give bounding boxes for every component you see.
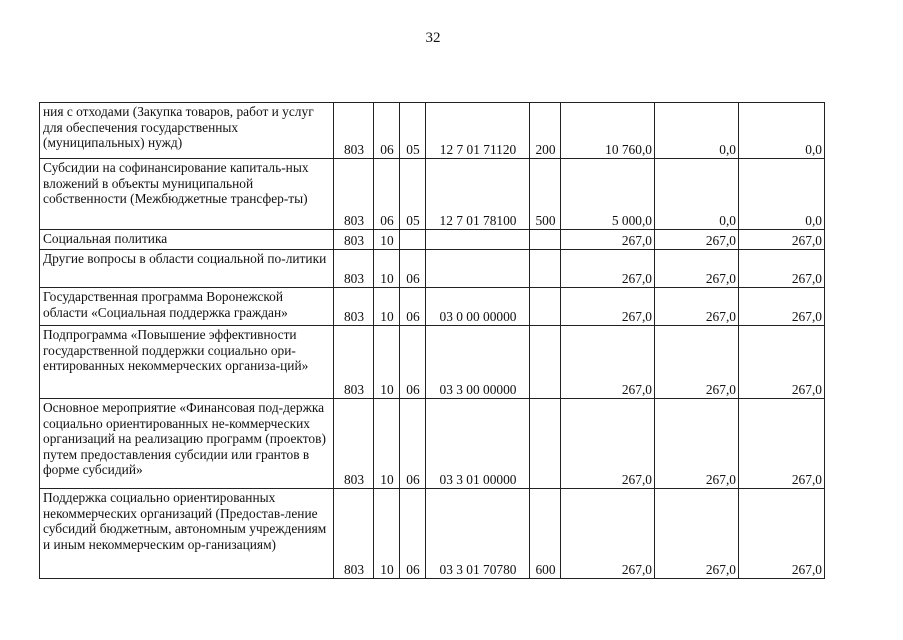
table-row [40, 288, 825, 326]
row-name: ния с отходами (Закупка товаров, работ и услуг для обеспечения государственных (муниципальных) нужд) [40, 103, 334, 159]
row-name: Основное мероприятие «Финансовая под-держка социально ориентированных не-коммерческих организаций на реализацию программ (проектов) путем предоставления субсидии или грантов в форме субсидий» [40, 399, 334, 489]
row-sum-2: 267,0 [655, 288, 739, 326]
row-vr [530, 288, 561, 326]
row-sum-2: 267,0 [655, 326, 739, 399]
row-csr: 12 7 01 78100 [426, 159, 530, 230]
row-grbs: 803 [334, 103, 374, 159]
row-sum-2: 267,0 [655, 250, 739, 288]
row-name: Государственная программа Воронежской области «Социальная поддержка граждан» [40, 288, 334, 326]
row-rz: 10 [374, 230, 400, 250]
row-rz: 10 [374, 250, 400, 288]
row-pr [400, 230, 426, 250]
row-sum-2: 267,0 [655, 230, 739, 250]
row-name: Другие вопросы в области социальной по-литики [40, 250, 334, 288]
row-sum-1: 267,0 [561, 288, 655, 326]
row-name: Подпрограмма «Повышение эффективности государственной поддержки социально ори-ентированных некоммерческих организа-ций» [40, 326, 334, 399]
row-csr: 03 3 00 00000 [426, 326, 530, 399]
row-pr: 06 [400, 399, 426, 489]
row-csr: 03 3 01 70780 [426, 489, 530, 579]
row-sum-1: 267,0 [561, 326, 655, 399]
row-sum-2: 0,0 [655, 159, 739, 230]
row-vr: 200 [530, 103, 561, 159]
row-rz: 10 [374, 288, 400, 326]
row-sum-3: 267,0 [739, 326, 825, 399]
row-grbs: 803 [334, 399, 374, 489]
table-row [40, 103, 825, 159]
table-row [40, 399, 825, 489]
row-csr: 03 3 01 00000 [426, 399, 530, 489]
row-pr: 06 [400, 250, 426, 288]
row-vr: 500 [530, 159, 561, 230]
budget-table [39, 102, 825, 579]
row-csr: 03 0 00 00000 [426, 288, 530, 326]
row-name: Субсидии на софинансирование капиталь-ных вложений в объекты муниципальной собственности (Межбюджетные трансфер-ты) [40, 159, 334, 230]
row-vr [530, 230, 561, 250]
row-grbs: 803 [334, 326, 374, 399]
row-sum-3: 267,0 [739, 288, 825, 326]
row-vr: 600 [530, 489, 561, 579]
table-row [40, 250, 825, 288]
row-sum-3: 267,0 [739, 399, 825, 489]
row-sum-1: 267,0 [561, 250, 655, 288]
row-grbs: 803 [334, 250, 374, 288]
row-name: Социальная политика [40, 230, 334, 250]
row-pr: 06 [400, 288, 426, 326]
row-pr: 06 [400, 489, 426, 579]
row-rz: 06 [374, 103, 400, 159]
row-name: Поддержка социально ориентированных некоммерческих организаций (Предостав-ление субсидий бюджетным, автономным учреждениям и иным некоммерческим ор-ганизациям) [40, 489, 334, 579]
row-vr [530, 250, 561, 288]
row-pr: 06 [400, 326, 426, 399]
row-rz: 06 [374, 159, 400, 230]
row-sum-2: 267,0 [655, 489, 739, 579]
row-sum-1: 267,0 [561, 489, 655, 579]
row-csr [426, 230, 530, 250]
row-vr [530, 326, 561, 399]
row-pr: 05 [400, 159, 426, 230]
row-grbs: 803 [334, 489, 374, 579]
row-vr [530, 399, 561, 489]
row-sum-3: 267,0 [739, 250, 825, 288]
row-sum-1: 267,0 [561, 230, 655, 250]
row-sum-1: 5 000,0 [561, 159, 655, 230]
row-sum-2: 0,0 [655, 103, 739, 159]
table-row [40, 159, 825, 230]
row-rz: 10 [374, 326, 400, 399]
table-row [40, 326, 825, 399]
row-csr [426, 250, 530, 288]
row-rz: 10 [374, 399, 400, 489]
page-number: 32 [425, 30, 441, 46]
table-row [40, 230, 825, 250]
row-sum-3: 267,0 [739, 230, 825, 250]
row-csr: 12 7 01 71120 [426, 103, 530, 159]
row-sum-3: 0,0 [739, 159, 825, 230]
row-pr: 05 [400, 103, 426, 159]
row-sum-3: 0,0 [739, 103, 825, 159]
row-sum-1: 10 760,0 [561, 103, 655, 159]
row-grbs: 803 [334, 159, 374, 230]
row-sum-1: 267,0 [561, 399, 655, 489]
row-grbs: 803 [334, 230, 374, 250]
table-row [40, 489, 825, 579]
row-sum-2: 267,0 [655, 399, 739, 489]
row-rz: 10 [374, 489, 400, 579]
row-sum-3: 267,0 [739, 489, 825, 579]
row-grbs: 803 [334, 288, 374, 326]
